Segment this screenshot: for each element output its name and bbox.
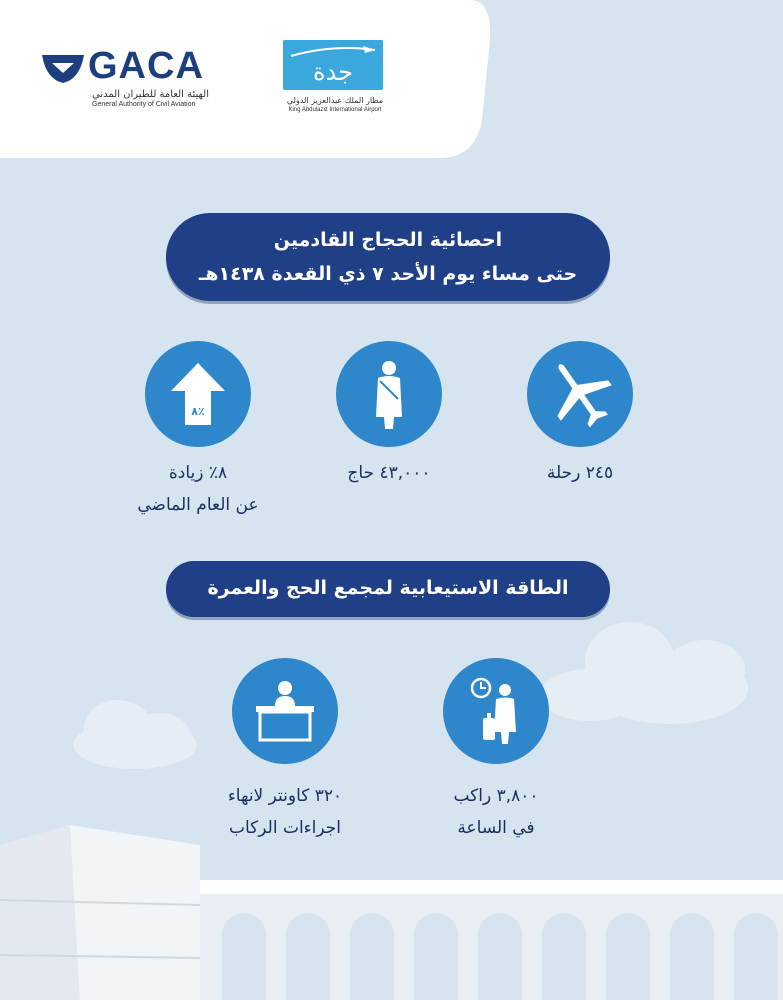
jeddah-airport-logo: [270, 40, 400, 120]
counters-stat: [196, 780, 374, 844]
pilgrims-stat-value: ٤٣,٠٠٠ حاج: [347, 463, 431, 483]
passengers-per-hour-stat: [420, 780, 572, 844]
capacity-title: [166, 561, 610, 617]
gaca-arabic-name: الهيئة العامة للطيران المدني: [92, 89, 209, 100]
counters-stat-caption: اجراءات الركاب: [228, 818, 342, 838]
gaca-english-name: General Authority of Civil Aviation: [92, 101, 196, 108]
title-line-1: احصائية الحجاج القادمين: [273, 229, 503, 251]
arches-structure: [200, 880, 783, 1000]
pilgrims-stat: [321, 457, 457, 489]
gaca-emblem-icon: [40, 49, 86, 85]
arrow-icon-label: ٨٪: [191, 405, 205, 418]
arrow-up-icon: [145, 341, 251, 447]
passengers-stat-caption: في الساعة: [457, 818, 535, 838]
cloud-left: [73, 700, 197, 769]
increase-circle: [145, 341, 251, 447]
jeddah-wordmark: جدة: [312, 58, 353, 86]
pilgrim-icon: [336, 341, 442, 447]
flights-circle: [527, 341, 633, 447]
passengers-stat-value: ٣,٨٠٠ راكب: [453, 786, 539, 806]
pilgrims-circle: [336, 341, 442, 447]
flights-stat-value: ٢٤٥ رحلة: [546, 463, 614, 483]
jeddah-arabic-name: مطار الملك عبدالعزيز الدولي: [286, 96, 384, 105]
counter-desk-icon: [232, 658, 338, 764]
gaca-logo: [40, 45, 220, 115]
jeddah-english-name: King Abdulaziz International Airport: [288, 107, 382, 113]
capacity-title-text: الطاقة الاستيعابية لمجمع الحج والعمرة: [207, 577, 569, 599]
jeddah-logo-box: [283, 40, 383, 90]
flights-stat: [512, 457, 648, 489]
passengers-per-hour-circle: [443, 658, 549, 764]
increase-stat-caption: عن العام الماضي: [137, 495, 259, 515]
title-line-2: حتى مساء يوم الأحد ٧ ذي القعدة ١٤٣٨هـ: [198, 263, 578, 285]
counters-stat-value: ٣٢٠ كاونتر لانهاء: [227, 786, 343, 806]
gaca-wordmark: GACA: [88, 45, 204, 87]
counters-circle: [232, 658, 338, 764]
arriving-pilgrims-title: [166, 213, 610, 301]
increase-stat-value: ٨٪ زيادة: [168, 463, 228, 483]
increase-stat: [110, 457, 286, 521]
airplane-icon: [527, 341, 633, 447]
cloud-right: [540, 622, 748, 724]
pilgrim-luggage-clock-icon: [443, 658, 549, 764]
tent-structure: [0, 825, 200, 1000]
